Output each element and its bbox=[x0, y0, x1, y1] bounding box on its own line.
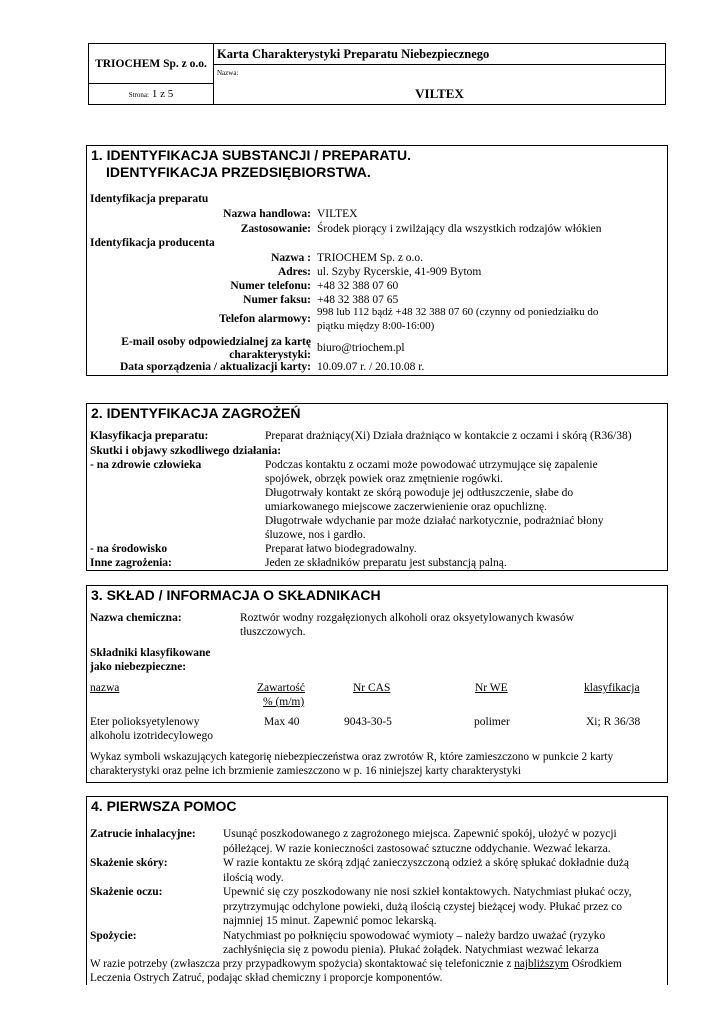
page-number: 1 z 5 bbox=[151, 88, 174, 100]
col-header-classification: klasyfikacja bbox=[584, 682, 640, 694]
name-label-cell bbox=[214, 65, 666, 84]
poison-center-text-a: W razie potrzeby (zwłaszcza przy przypadkowym spożycia) skontaktować się telefonicznie z bbox=[90, 958, 515, 970]
phone-value: +48 32 388 07 60 bbox=[317, 280, 399, 292]
col-header-name: nazwa bbox=[90, 682, 120, 694]
eye-line2: przytrzymując odchylone powieki, dużą ilością czystej bieżącej wody. Płukać przez co bbox=[223, 901, 623, 913]
inhalation-line1: Usunąć poszkodowanego z zagrożonego miejsca. Zapewnić spokój, ułożyć w pozycji bbox=[223, 828, 617, 840]
use-label: Zastosowanie: bbox=[240, 223, 311, 235]
page-cell bbox=[89, 84, 214, 105]
eye-label: Skażenie oczu: bbox=[90, 886, 163, 898]
producer-id-heading: Identyfikacja producenta bbox=[90, 237, 215, 249]
poison-center-line2: Leczenia Ostrych Zatruć, podając skład chemiczny i proporcje komponentów. bbox=[90, 972, 443, 984]
health-line1: Podczas kontaktu z oczami może powodować utrzymujące się zapalenie bbox=[265, 459, 598, 471]
health-line3: Długotrwały kontakt ze skórą powoduje jej odtłuszczenie, słabe do bbox=[265, 487, 574, 499]
health-line4: umiarkowanego miejscowe zaczerwienienie oraz opuchliznę. bbox=[265, 501, 547, 513]
section-1-title-line1: 1. IDENTYFIKACJA SUBSTANCJI / PREPARATU. bbox=[91, 147, 411, 163]
col-header-content-line1: Zawartość bbox=[257, 682, 305, 694]
preparation-id-heading: Identyfikacja preparatu bbox=[90, 193, 209, 205]
skin-line2: ilością wody. bbox=[223, 872, 284, 884]
address-label: Adres: bbox=[277, 266, 311, 278]
component-classification: Xi; R 36/38 bbox=[586, 716, 641, 728]
health-line2: spojówek, obrzęk powiek oraz zmętnienie rogówki. bbox=[265, 473, 503, 485]
section-1-title-line2: IDENTYFIKACJA PRZEDSIĘBIORSTWA. bbox=[106, 164, 371, 180]
emergency-phone-label: Telefon alarmowy: bbox=[219, 313, 311, 325]
email-label-line1: E-mail osoby odpowiedzialnej za kartę bbox=[121, 336, 311, 348]
inhalation-label: Zatrucie inhalacyjne: bbox=[90, 828, 196, 840]
effects-label: Skutki i objawy szkodliwego działania: bbox=[90, 445, 282, 457]
poison-center-line1 bbox=[90, 958, 622, 970]
composition-note-line2: charakterystyki oraz pełne ich brzmienie zamieszczono w p. 16 niniejszej karty charakterystyki bbox=[90, 765, 521, 777]
section-4-title: 4. PIERWSZA POMOC bbox=[91, 798, 237, 814]
document-header bbox=[88, 43, 666, 105]
ingestion-label: Spożycie: bbox=[90, 930, 137, 942]
other-hazards-value: Jeden ze składników preparatu jest substancją palną. bbox=[265, 557, 507, 569]
section-3-title: 3. SKŁAD / INFORMACJA O SKŁADNIKACH bbox=[91, 587, 381, 603]
producer-name-label: Nazwa : bbox=[271, 252, 311, 264]
email-value: biuro@triochem.pl bbox=[317, 342, 405, 354]
address-value: ul. Szyby Rycerskie, 41-909 Bytom bbox=[317, 266, 482, 278]
company-cell bbox=[89, 44, 214, 84]
classification-value: Preparat drażniący(Xi) Działa drażniąco w kontakcie z oczami i skórą (R36/38) bbox=[265, 430, 632, 442]
emergency-phone-line2: piątku między 8:00-16:00) bbox=[317, 320, 435, 332]
trade-name-label: Nazwa handlowa: bbox=[223, 208, 311, 220]
company-name: TRIOCHEM Sp. z o.o. bbox=[95, 57, 207, 70]
fax-label: Numer faksu: bbox=[243, 294, 311, 306]
components-label-line2: jako niebezpieczne: bbox=[90, 661, 187, 673]
component-cas: 9043-30-5 bbox=[344, 716, 392, 728]
use-value: Środek piorący i zwilżający dla wszystkich rodzajów włókien bbox=[317, 223, 602, 235]
section-first-aid bbox=[86, 796, 668, 985]
page-label: Strona: bbox=[128, 91, 149, 99]
environment-value: Preparat łatwo biodegradowalny. bbox=[265, 543, 417, 555]
emergency-phone-line1: 998 lub 112 bądź +48 32 388 07 60 (czynny od poniedziałku do bbox=[317, 306, 599, 318]
col-header-we: Nr WE bbox=[475, 682, 508, 694]
eye-line3: najmniej 15 minut. Zapewnić pomoc lekarską. bbox=[223, 915, 437, 927]
section-2-title: 2. IDENTYFIKACJA ZAGROŻEŃ bbox=[91, 405, 301, 421]
producer-name-value: TRIOCHEM Sp. z o.o. bbox=[317, 252, 424, 264]
product-name: VILTEX bbox=[415, 85, 464, 101]
section-hazards bbox=[86, 403, 668, 571]
eye-line1: Upewnić się czy poszkodowany nie nosi szkieł kontaktowych. Natychmiast płukać oczy, bbox=[223, 886, 632, 898]
skin-label: Skażenie skóry: bbox=[90, 857, 168, 869]
environment-label: - na środowisko bbox=[90, 543, 168, 555]
product-cell bbox=[214, 84, 666, 105]
doc-title-cell bbox=[214, 44, 666, 65]
section-identification bbox=[86, 145, 668, 376]
name-label: Nazwa: bbox=[217, 69, 239, 78]
component-name-line1: Eter polioksyetylenowy bbox=[90, 716, 200, 728]
ingestion-line1: Natychmiast po połknięciu spowodować wymioty – należy bardzo uważać (ryzyko bbox=[223, 930, 606, 942]
classification-label: Klasyfikacja preparatu: bbox=[90, 430, 209, 442]
doc-title: Karta Charakterystyki Preparatu Niebezpiecznego bbox=[217, 47, 490, 61]
col-header-cas: Nr CAS bbox=[353, 682, 391, 694]
section-composition bbox=[86, 585, 668, 783]
inhalation-line2: półleżącej. W razie konieczności zastosować sztuczne oddychanie. Wezwać lekarza. bbox=[223, 843, 611, 855]
chemical-name-line2: tłuszczowych. bbox=[240, 626, 306, 638]
email-label-line2: charakterystyki: bbox=[229, 349, 311, 361]
health-label: - na zdrowie człowieka bbox=[90, 459, 202, 471]
trade-name-value: VILTEX bbox=[317, 208, 358, 220]
chemical-name-label: Nazwa chemiczna: bbox=[90, 612, 182, 624]
ingestion-line2: zachłyśnięcia się z powodu pienia). Płukać żołądek. Natychmiast wezwać lekarza bbox=[223, 944, 599, 956]
component-content: Max 40 bbox=[264, 716, 300, 728]
composition-note-line1: Wykaz symboli wskazujących kategorię niebezpieczeństwa oraz zwrotów R, które zamieszczono w punkcie 2 karty bbox=[90, 751, 614, 763]
chemical-name-line1: Roztwór wodny rozgałęzionych alkoholi oraz oksyetylowanych kwasów bbox=[240, 612, 575, 624]
skin-line1: W razie kontaktu ze skórą zdjąć zanieczyszczoną odzież a skórę spłukać dokładnie dużą bbox=[223, 857, 629, 869]
fax-value: +48 32 388 07 65 bbox=[317, 294, 399, 306]
component-we: polimer bbox=[474, 716, 510, 728]
poison-center-text-c: Ośrodkiem bbox=[568, 958, 622, 970]
date-value: 10.09.07 r. / 20.10.08 r. bbox=[317, 361, 425, 373]
poison-center-text-b: najbliższym bbox=[514, 958, 569, 970]
col-header-content-line2: % (m/m) bbox=[263, 696, 305, 708]
component-name-line2: alkoholu izotridecylowego bbox=[90, 730, 213, 742]
health-line5: Długotrwałe wdychanie par może działać narkotycznie, podrażniać błony bbox=[265, 515, 604, 527]
date-label: Data sporządzenia / aktualizacji karty: bbox=[119, 361, 311, 373]
health-line6: śluzowe, nos i gardło. bbox=[265, 529, 366, 541]
other-hazards-label: Inne zagrożenia: bbox=[90, 557, 172, 569]
phone-label: Numer telefonu: bbox=[230, 280, 311, 292]
components-label-line1: Składniki klasyfikowane bbox=[90, 647, 211, 659]
